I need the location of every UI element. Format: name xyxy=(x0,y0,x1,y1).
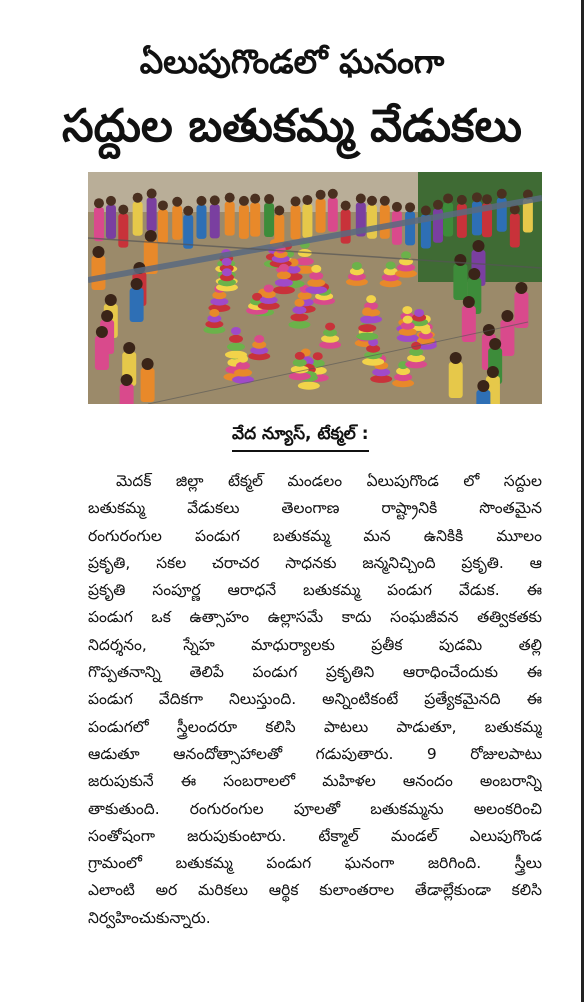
body-line: పండుగలో స్త్రీలందరూ కలిసి పాటలు పాడుతూ, బతుకమ్మ xyxy=(88,717,542,736)
headline-title: సద్దుల బతుకమ్మ వేడుకలు xyxy=(61,99,522,152)
body-line: ప్రకృతి, సకల చరాచర సాధనకు జన్మనిచ్చింది ప్రకృతి. ఆ xyxy=(88,553,542,572)
headline-kicker: ఏలుపుగొండలో ఘనంగా xyxy=(139,42,445,81)
body-line: జరుపుకునే ఈ సంబరాలలో మహిళల ఆనందం అంబరాన్ని xyxy=(88,772,542,791)
body-line: ఎలాంటి అర మరికలు ఆర్థిక కులాంతరాల తేడాల్లేకుండా కలిసి xyxy=(88,881,542,900)
body-line: గొప్పతనాన్ని తెలిపే పండుగ ప్రకృతిని ఆరాధించేందుకు ఈ xyxy=(88,663,542,682)
body-line: బతుకమ్మ వేడుకలు తెలంగాణ రాష్ట్రానికి సొంతమైన xyxy=(88,499,542,518)
body-line: నిర్వహించుకున్నారు. xyxy=(88,908,211,927)
body-line: రంగురంగుల పండుగ బతుకమ్మ మన ఉనికికి మూలం xyxy=(88,526,542,545)
byline: వేద న్యూస్, టేక్మల్ : xyxy=(232,424,369,452)
body-line: పండుగ ఒక ఉత్సాహం ఉల్లాసమే కాదు సంఘజీవన తత్వికతకు xyxy=(88,608,542,627)
body-line: మెదక్ జిల్లా టేక్మల్ మండలం ఏలుపుగొండ లో సద్దుల xyxy=(116,472,542,490)
body-line: పండుగ వేదికగా నిలుస్తుంది. అన్నింటికంటే ప్రత్యేకమైనది ఈ xyxy=(88,690,542,709)
body-line: సంతోషంగా జరుపుకుంటారు. టేక్మాల్ మండల్ ఎలుపుగొండ xyxy=(88,826,542,845)
bathukamma-festival-photo xyxy=(88,172,542,404)
body-line: నిదర్శనం, స్నేహ మాధుర్యాలకు ప్రతీక పుడమి తల్లి xyxy=(88,635,542,654)
body-line: ప్రకృతి సంపూర్ణ ఆరాధనే బతుకమ్మ పండుగ వేడుక. ఈ xyxy=(88,581,542,600)
body-line: ఆడుతూ ఆనందోత్సాహాలతో గడుపుతారు. 9 రోజులపాటు xyxy=(88,744,542,763)
body-line: తాకుతుంది. రంగురంగుల పూలతో బతుకమ్మను అలంకరించి xyxy=(88,799,542,818)
body-line: గ్రామంలో బతుకమ్మ పండుగ ఘనంగా జరిగింది. స్త్రీలు xyxy=(88,854,542,873)
article-body xyxy=(88,468,542,932)
